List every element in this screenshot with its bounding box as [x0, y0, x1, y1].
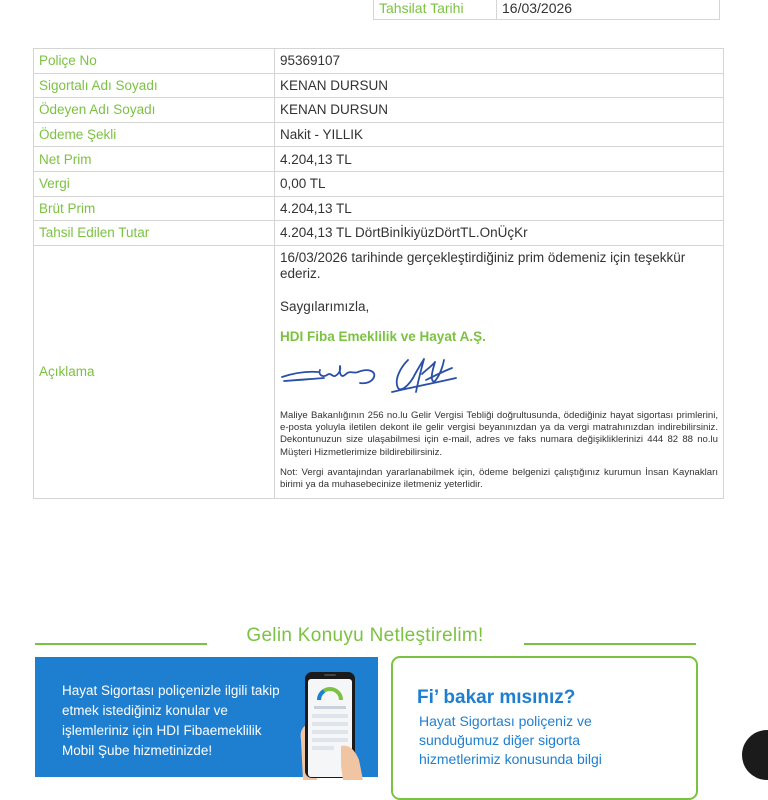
- thanks-text: 16/03/2026 tarihinde gerçekleştirdiğiniz prim ödemeniz için teşekkür ederiz.: [280, 249, 686, 281]
- net-premium-label: Net Prim: [34, 147, 275, 172]
- collection-date-label: Tahsilat Tarihi: [374, 0, 497, 20]
- net-premium-value: 4.204,13 TL: [275, 147, 724, 172]
- table-row: [34, 98, 724, 123]
- table-row: [34, 196, 724, 221]
- gross-premium-value: 4.204,13 TL: [275, 196, 724, 221]
- collection-date-row: [374, 0, 720, 20]
- description-cell: [275, 245, 724, 498]
- payer-name-label: Ödeyen Adı Soyadı: [34, 98, 275, 123]
- info-box[interactable]: [391, 656, 698, 800]
- gross-premium-label: Brüt Prim: [34, 196, 275, 221]
- signature-2: [392, 359, 456, 392]
- mobile-branch-banner[interactable]: [35, 657, 378, 777]
- signature-1: [282, 366, 374, 383]
- slogan-line-right: [524, 643, 696, 645]
- slogan-line-left: [35, 643, 207, 645]
- table-row: [34, 147, 724, 172]
- collection-date-value: 16/03/2026: [497, 0, 720, 20]
- insured-name-label: Sigortalı Adı Soyadı: [34, 73, 275, 98]
- table-row: [34, 49, 724, 74]
- table-row: [34, 122, 724, 147]
- payer-name-value: KENAN DURSUN: [275, 98, 724, 123]
- tax-note-text: Not: Vergi avantajından yararlanabilmek için, ödeme belgenizi çalıştığınız kurumun İnsan Kaynakları birimi ya da muhasebecinize iletmeniz yeterlidir.: [280, 466, 718, 491]
- company-name: HDI Fiba Emeklilik ve Hayat A.Ş.: [280, 328, 486, 344]
- signature-images: [280, 352, 470, 402]
- payment-method-value: Nakit - YILLIK: [275, 122, 724, 147]
- policy-no-value: 95369107: [275, 49, 724, 74]
- policy-no-label: Poliçe No: [34, 49, 275, 74]
- policy-details-table: [33, 48, 724, 499]
- collection-date-table: [373, 0, 720, 20]
- tax-label: Vergi: [34, 171, 275, 196]
- table-row: [34, 73, 724, 98]
- info-text: Hayat Sigortası poliçeniz ve sunduğumuz diğer sigorta hizmetlerimiz konusunda bilgi: [419, 713, 602, 767]
- payment-method-label: Ödeme Şekli: [34, 122, 275, 147]
- signatures: [280, 352, 718, 402]
- mobile-branch-text: Hayat Sigortası poliçenizle ilgili takip etmek istediğiniz konular ve işlemleriniz için HDI Fibaemeklilik Mobil Şube hizmetinizde!: [62, 683, 280, 758]
- insured-name-value: KENAN DURSUN: [275, 73, 724, 98]
- description-label: Açıklama: [34, 245, 275, 498]
- tax-info-text: Maliye Bakanlığının 256 no.lu Gelir Vergisi Tebliği doğrultusunda, ödediğiniz hayat sigortası primlerini, e-posta yoluyla iletilen dekont ile gelir vergisi beyanınızdan ya da vergi matrahınızdan indirebilirsiniz. Dekontunuzun size ulaşabilmesi için e-mail, adres ve faks numara değişikliklerinizi 444 82 88 no.lu Müşteri Hizmetlerimize bildirebilirsiniz.: [280, 409, 718, 458]
- collected-amount-label: Tahsil Edilen Tutar: [34, 221, 275, 246]
- phone-icon: [297, 670, 377, 780]
- scroll-button[interactable]: [742, 730, 768, 780]
- regards-text: Saygılarımızla,: [280, 298, 370, 314]
- collected-amount-value: 4.204,13 TL DörtBinİkiyüzDörtTL.OnÜçKr: [275, 221, 724, 246]
- slogan-title: Gelin Konuyu Netleştirelim!: [246, 625, 484, 646]
- table-row: [34, 221, 724, 246]
- table-row: [34, 245, 724, 498]
- table-row: [34, 171, 724, 196]
- tax-value: 0,00 TL: [275, 171, 724, 196]
- info-title: Fi’ bakar mısınız?: [417, 687, 576, 708]
